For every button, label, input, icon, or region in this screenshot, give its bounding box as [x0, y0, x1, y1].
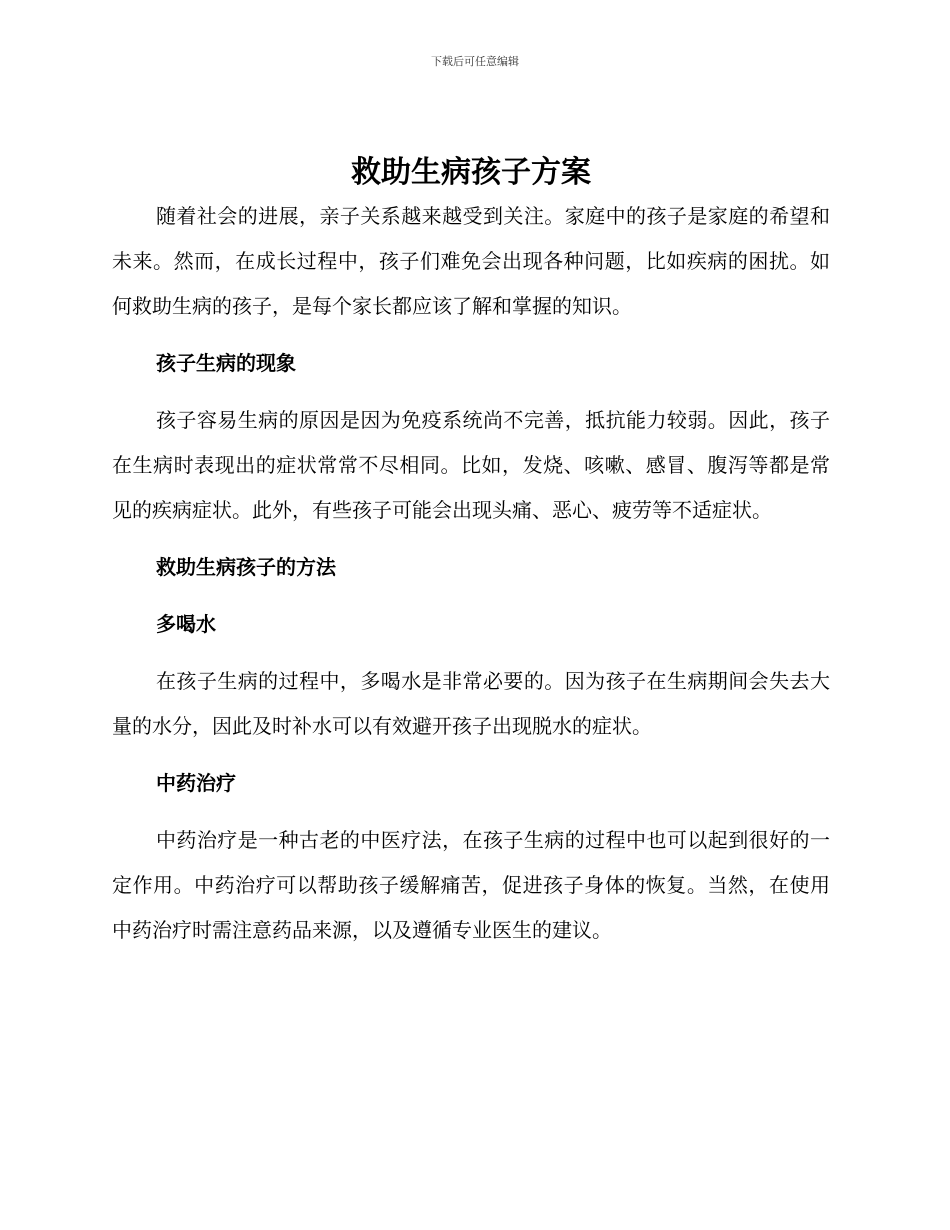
section-heading-methods: 救助生病孩子的方法 [156, 555, 336, 579]
section-paragraph-symptoms: 孩子容易生病的原因是因为免疫系统尚不完善，抵抗能力较弱。因此，孩子在生病时表现出的症状常常不尽相同。比如，发烧、咳嗽、感冒、腹泻等都是常见的疾病症状。此外，有些孩子可能会出现头痛、恶心、疲劳等不适症状。 [112, 408, 830, 522]
section-heading-symptoms: 孩子生病的现象 [156, 351, 296, 375]
section-paragraph-chinese-medicine: 中药治疗是一种古老的中医疗法，在孩子生病的过程中也可以起到很好的一定作用。中药治疗可以帮助孩子缓解痛苦，促进孩子身体的恢复。当然，在使用中药治疗时需注意药品来源，以及遵循专业医生的建议。 [112, 828, 830, 942]
section-heading-chinese-medicine: 中药治疗 [156, 771, 236, 795]
document-body [112, 152, 830, 953]
intro-paragraph: 随着社会的进展，亲子关系越来越受到关注。家庭中的孩子是家庭的希望和未来。然而，在成长过程中，孩子们难免会出现各种问题，比如疾病的困扰。如何救助生病的孩子，是每个家长都应该了解和掌握的知识。 [112, 204, 830, 318]
page-header: 下载后可任意编辑 [431, 55, 519, 68]
document-title: 救助生病孩子方案 [351, 155, 591, 190]
section-heading-drink-water: 多喝水 [156, 612, 216, 636]
section-paragraph-drink-water: 在孩子生病的过程中，多喝水是非常必要的。因为孩子在生病期间会失去大量的水分，因此及时补水可以有效避开孩子出现脱水的症状。 [112, 669, 830, 738]
